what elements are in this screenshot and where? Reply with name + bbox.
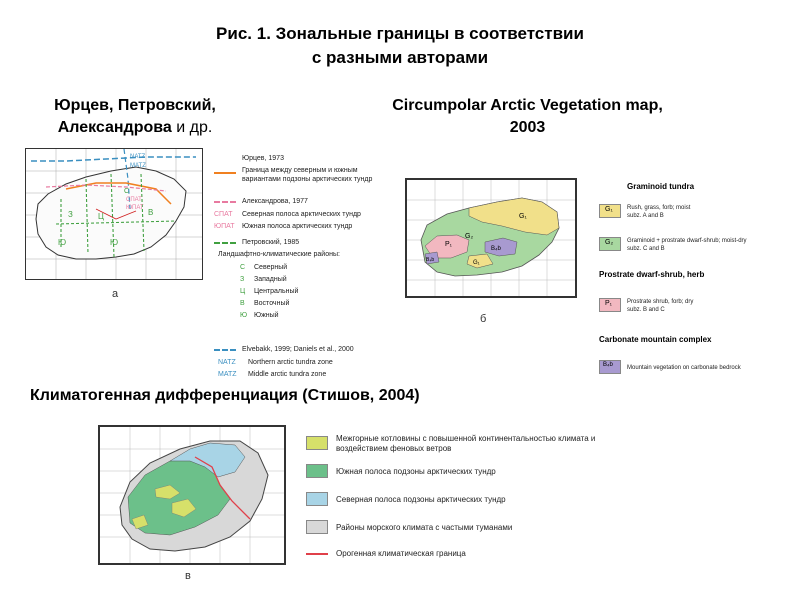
map-b-g1a-label: G₁ <box>519 213 527 220</box>
region-name: Северный <box>254 264 288 271</box>
legend-b-g2-code: G₂ <box>605 239 614 246</box>
legend-c-marine-text: Районы морского климата с частыми туманами <box>336 523 513 532</box>
legend-c-orogenic-line <box>306 553 328 555</box>
legend-a-alexandrova: Александрова, 1977 <box>242 198 308 205</box>
map-a-ts-label: Ц <box>98 212 104 221</box>
map-b-g2-label: G₂ <box>465 233 474 240</box>
map-a-spat-label: СПАТ <box>126 197 142 203</box>
legend-a-blue-line <box>214 349 236 351</box>
legend-a-green-line <box>214 242 236 244</box>
map-a-v-label: В <box>148 208 154 217</box>
legend-c-south-swatch <box>306 464 328 478</box>
legend-a-spat-code: СПАТ <box>214 211 233 218</box>
legend-b-g1-desc2: subz. A and B <box>627 213 664 219</box>
region-code: С <box>240 264 246 271</box>
map-a-yu2-label: Ю <box>110 238 119 247</box>
legend-b-p1-code: P₁ <box>605 300 613 307</box>
panel-a-heading-bold: Александрова <box>57 119 172 136</box>
region-name: Восточный <box>254 300 290 307</box>
figure-title <box>0 22 800 70</box>
legend-b-b4b-code: B₄b <box>603 362 613 368</box>
legend-c-intermountain-swatch <box>306 436 328 450</box>
panel-a-heading-normal: и др. <box>171 119 213 136</box>
legend-b-g2-desc1: Graminoid + prostrate dwarf-shrub; moist-dry <box>627 238 747 244</box>
map-a-s-label: С <box>124 188 130 195</box>
legend-a-petrovsky: Петровский, 1985 <box>242 239 300 246</box>
panel-b-caption: б <box>480 313 487 325</box>
panel-c-caption: в <box>185 570 191 582</box>
map-b-g1b-label: G₁ <box>473 260 480 266</box>
legend-b-graminoid-title: Graminoid tundra <box>627 182 695 191</box>
panel-b-heading-line2: 2003 <box>509 119 546 136</box>
panel-a-legend <box>212 150 392 385</box>
region-code: З <box>240 276 245 283</box>
panel-b-map <box>405 178 577 298</box>
panel-b-heading <box>345 95 710 139</box>
region-code: В <box>240 300 245 307</box>
legend-b-g1-desc1: Rush, grass, forb; moist <box>627 205 691 211</box>
region-name: Центральный <box>254 288 299 295</box>
legend-b-g2-desc2: subz. C and B <box>627 246 665 252</box>
region-code: Ю <box>240 312 248 319</box>
map-a-z-label: З <box>68 210 73 219</box>
panel-a-caption: а <box>112 288 119 300</box>
panel-c-heading: Климатогенная дифференциация (Стишов, 2004) <box>30 387 420 404</box>
legend-a-spat-desc: Северная полоса арктических тундр <box>242 211 361 218</box>
legend-a-natz-desc: Northern arctic tundra zone <box>248 359 333 366</box>
legend-c-intermountain-text: Межгорные котловины с повышенной континентальностью климата и воздействием феновых ветров <box>336 434 596 453</box>
map-a-yupat-label: ЮПАТ <box>126 205 144 211</box>
panel-b-heading-line1: Circumpolar Arctic Vegetation map, <box>392 97 663 114</box>
figure-title-line1: Рис. 1. Зональные границы в соответствии <box>216 24 584 43</box>
legend-b-prostrate-title: Prostrate dwarf-shrub, herb <box>599 270 705 279</box>
legend-a-yurtsev-desc: Граница между северным и южным вариантами подзоны арктических тундр <box>242 167 373 183</box>
legend-c-marine-swatch <box>306 520 328 534</box>
legend-a-elvebakk: Elvebakk, 1999; Daniels et al., 2000 <box>242 346 354 353</box>
region-code: Ц <box>240 288 246 295</box>
legend-c-north-text: Северная полоса подзоны арктических тундр <box>336 495 506 504</box>
region-name: Южный <box>254 312 279 319</box>
legend-a-yurtsev: Юрцев, 1973 <box>242 155 284 162</box>
panel-c-map-svg <box>100 427 284 563</box>
panel-b-legend <box>595 180 790 380</box>
map-a-natz-label: NATZ <box>130 154 146 160</box>
legend-a-yupat-desc: Южная полоса арктических тундр <box>242 223 353 230</box>
legend-a-yupat-code: ЮПАТ <box>214 223 235 230</box>
panel-b-map-svg <box>407 180 575 296</box>
legend-c-north-swatch <box>306 492 328 506</box>
map-a-yu-label: Ю <box>58 238 67 247</box>
legend-c-south-text: Южная полоса подзоны арктических тундр <box>336 467 496 476</box>
legend-b-p1-desc1: Prostrate shrub, forb; dry <box>627 299 694 305</box>
figure-title-line2: с разными авторами <box>311 48 489 67</box>
map-b-b4b2-label: B₄b <box>426 257 435 263</box>
legend-a-orange-line <box>214 172 236 174</box>
legend-b-g1-code: G₁ <box>605 206 613 213</box>
legend-a-regions-title: Ландшафтно-климатические районы: <box>218 251 340 258</box>
panel-a-heading <box>30 95 240 139</box>
region-name: Западный <box>254 276 287 283</box>
map-a-matz-label: MATZ <box>130 163 146 169</box>
map-b-b4b-label: B₄b <box>491 246 501 252</box>
legend-a-matz-desc: Middle arctic tundra zone <box>248 371 327 378</box>
panel-a-map-svg <box>26 149 202 279</box>
legend-b-b4b-desc: Mountain vegetation on carbonate bedrock <box>627 365 741 371</box>
legend-a-regions-list <box>240 263 360 323</box>
legend-c-orogenic-text: Орогенная климатическая граница <box>336 549 466 558</box>
legend-a-matz-code: MATZ <box>218 371 237 378</box>
legend-a-natz-code: NATZ <box>218 359 236 366</box>
panel-a-map <box>25 148 203 280</box>
panel-c-map <box>98 425 286 565</box>
panel-a-heading-line1: Юрцев, Петровский, <box>54 97 216 114</box>
legend-a-pink-line <box>214 201 236 203</box>
map-b-p1-label: P₁ <box>445 241 453 248</box>
legend-b-p1-desc2: subz. B and C <box>627 307 665 313</box>
legend-b-carbonate-title: Carbonate mountain complex <box>599 335 712 344</box>
panel-c-legend <box>298 430 648 570</box>
